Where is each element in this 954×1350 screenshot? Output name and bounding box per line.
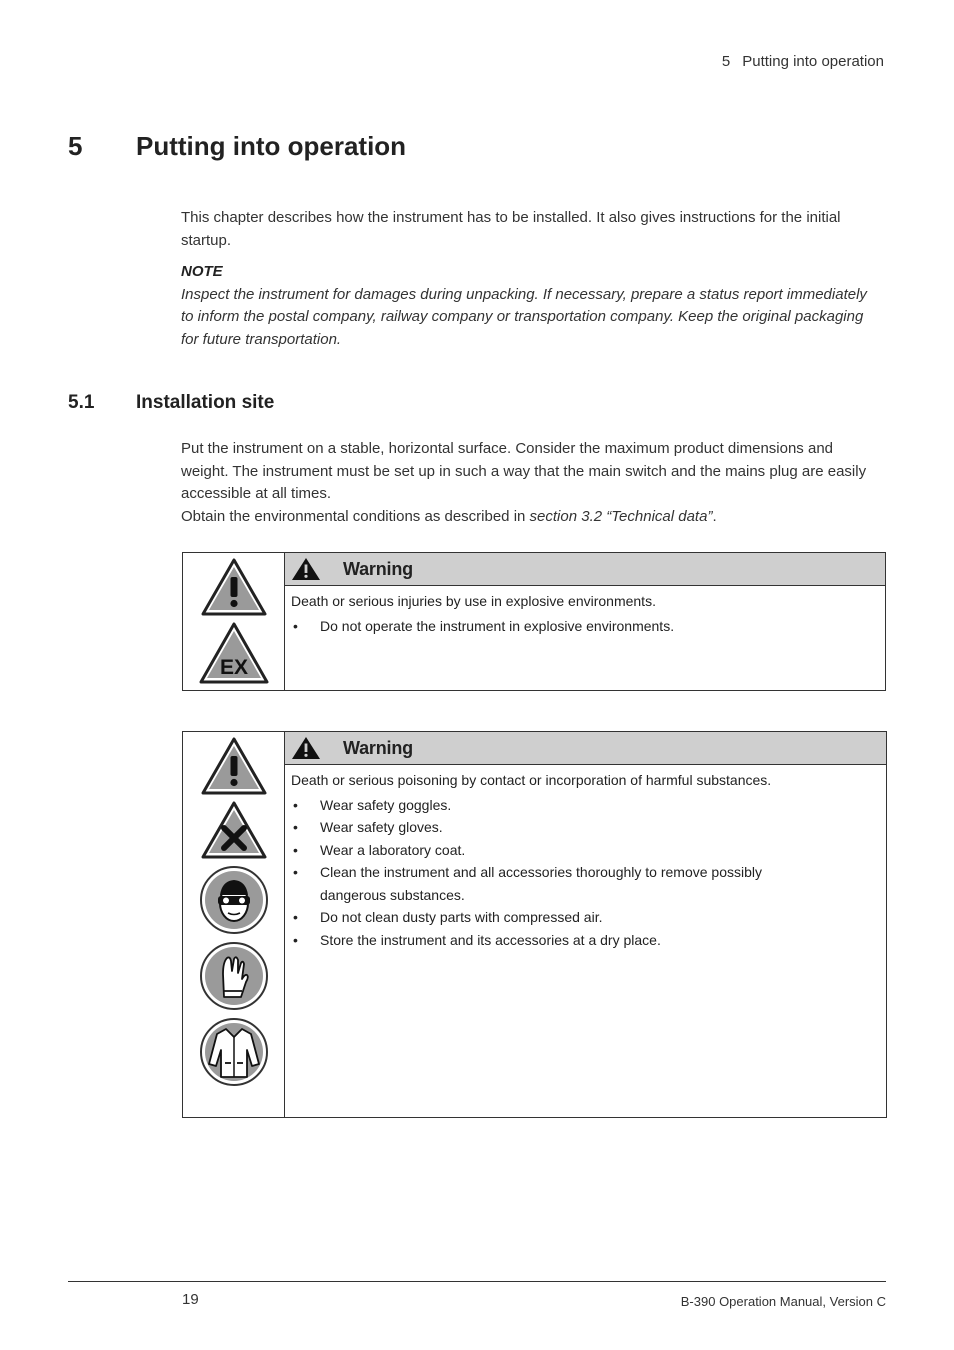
list-item: • Wear safety gloves. [291,816,880,839]
warning-body [285,586,885,641]
installation-paragraph: Put the instrument on a stable, horizontal surface. Consider the maximum product dimensions and weight. The instrument must be set up in such a way that the main switch and the mains plug are easily accessible at all times. [181,440,867,502]
running-header [722,53,884,70]
environment-paragraph: Obtain the environmental conditions as described in section 3.2 “Technical data”. [181,507,717,525]
note-label: NOTE [181,263,223,280]
chapter-title: Putting into operation [136,131,407,161]
warning-icons [183,553,285,690]
note-text: Inspect the instrument for damages during unpacking. If necessary, prepare a status report immediately to inform the postal company, railway company or transportation company. Keep the original packaging for future transportation. [181,285,867,348]
warning-box-harmful [182,731,887,1118]
warning-intro: Death or serious injuries by use in explosive environments. [291,593,656,609]
warning-content [285,553,885,690]
explosive-atmosphere-icon [199,622,269,684]
warning-header-icon [291,736,321,760]
warning-list [291,794,880,952]
safety-gloves-icon [199,941,269,1011]
list-item: • Do not operate the instrument in explosive environments. [291,615,879,638]
list-item: • Wear a laboratory coat. [291,839,880,862]
warning-triangle-icon [201,737,267,795]
list-item: • Clean the instrument and all accessories thoroughly to remove possibly dangerous substances. [291,861,880,906]
list-item: • Store the instrument and its accessories at a dry place. [291,929,880,952]
footer-document-title: B-390 Operation Manual, Version C [680,1294,886,1309]
lab-coat-icon [199,1017,269,1087]
chapter-number: 5 [68,131,83,161]
warning-title: Warning [343,558,413,579]
intro-block [181,207,881,351]
warning-title: Warning [343,737,413,758]
warning-box-explosive [182,552,886,691]
warning-header [285,553,885,586]
ex-label: EX [219,656,248,679]
warning-header [285,732,886,765]
warning-triangle-icon [201,558,267,616]
warning-body [285,765,886,955]
installation-paragraphs [181,438,881,528]
warning-list [291,615,879,638]
safety-goggles-icon [199,865,269,935]
intro-paragraph: This chapter describes how the instrument has to be installed. It also gives instructions for the initial startup. [181,209,841,249]
warning-intro: Death or serious poisoning by contact or incorporation of harmful substances. [291,772,772,788]
running-header-title: Putting into operation [742,53,884,70]
section-reference: section 3.2 “Technical data” [529,507,713,525]
list-item: • Do not clean dusty parts with compressed air. [291,906,880,929]
section-number: 5.1 [68,392,95,413]
footer-rule [68,1281,886,1282]
warning-header-icon [291,557,321,581]
list-item: • Wear safety goggles. [291,794,880,817]
warning-content [285,732,886,1117]
running-header-number: 5 [721,53,731,70]
warning-icons [183,732,285,1117]
page-number: 19 [182,1291,199,1308]
harmful-substance-icon [201,801,267,859]
section-title: Installation site [136,392,275,413]
